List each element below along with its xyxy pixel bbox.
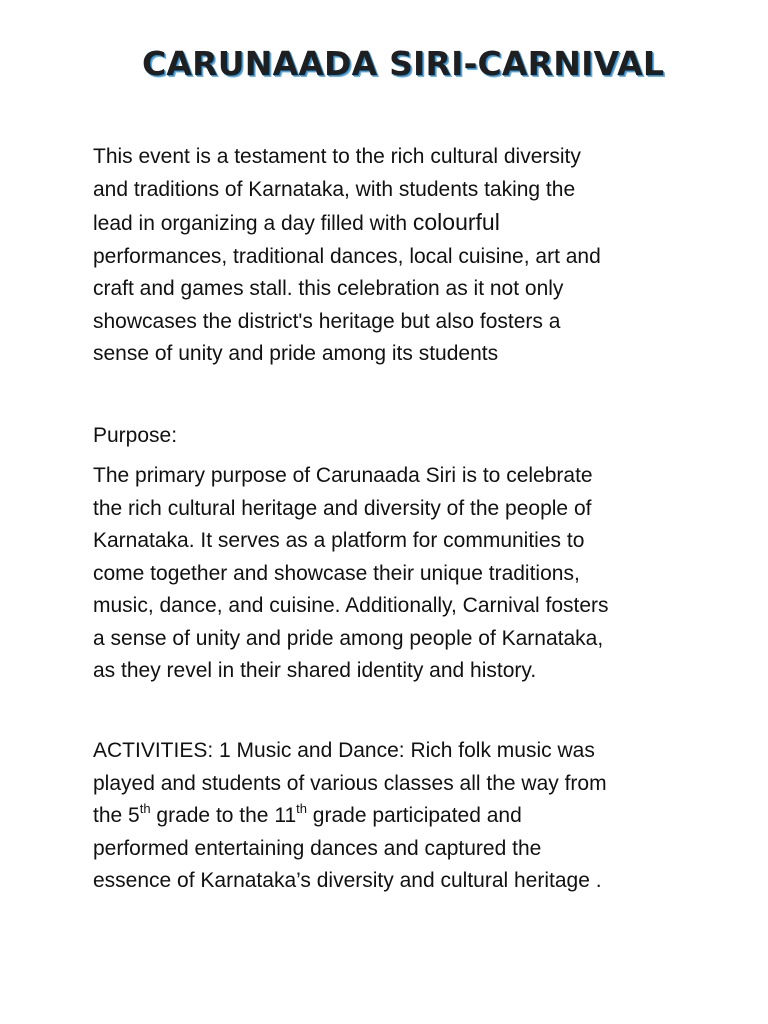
activities-line: performed entertaining dances and captured the [93, 836, 542, 860]
document-title: CARUNAADA SIRI-CARNIVAL [142, 44, 665, 83]
purpose-line: the rich cultural heritage and diversity of the people of [93, 496, 592, 520]
emphasis-word: colourful [412, 209, 500, 235]
intro-line-text: lead in organizing a day filled with [93, 212, 413, 235]
intro-line: craft and games stall. this celebration as it not only [93, 277, 564, 300]
activities-text: grade participated and [306, 804, 522, 827]
purpose-line: Karnataka. It serves as a platform for communities to [93, 529, 585, 552]
purpose-paragraph [93, 460, 713, 688]
intro-line: sense of unity and pride among its students [93, 342, 499, 365]
ordinal-suffix: th [139, 801, 151, 816]
activities-line: essence of Karnataka’s diversity and cultural heritage . [93, 869, 602, 892]
intro-line: and traditions of Karnataka, with students taking the [93, 177, 576, 201]
intro-line: performances, traditional dances, local cuisine, art and [93, 244, 601, 268]
purpose-line: a sense of unity and pride among people of Karnataka, [93, 626, 604, 650]
purpose-line: music, dance, and cuisine. Additionally, Carnival fosters [93, 594, 609, 617]
intro-line: showcases the district's heritage but also fosters a [93, 309, 561, 333]
intro-paragraph [93, 141, 713, 371]
purpose-line: as they revel in their shared identity and history. [93, 659, 537, 682]
activities-text: the 5 [93, 804, 140, 827]
purpose-heading [93, 420, 713, 453]
intro-line [93, 206, 713, 241]
activities-line: played and students of various classes all the way from [93, 771, 607, 795]
purpose-line: come together and showcase their unique traditions, [93, 561, 580, 585]
activities-text: grade to the 11 [150, 804, 297, 827]
ordinal-suffix: th [296, 801, 307, 816]
activities-line: ACTIVITIES: 1 Music and Dance: Rich folk music was [93, 739, 595, 762]
purpose-heading-text: Purpose: [93, 424, 178, 447]
intro-line: This event is a testament to the rich cultural diversity [93, 145, 581, 168]
activities-paragraph [93, 735, 713, 898]
activities-line [93, 800, 713, 833]
purpose-line: The primary purpose of Carunaada Siri is to celebrate [93, 464, 593, 487]
